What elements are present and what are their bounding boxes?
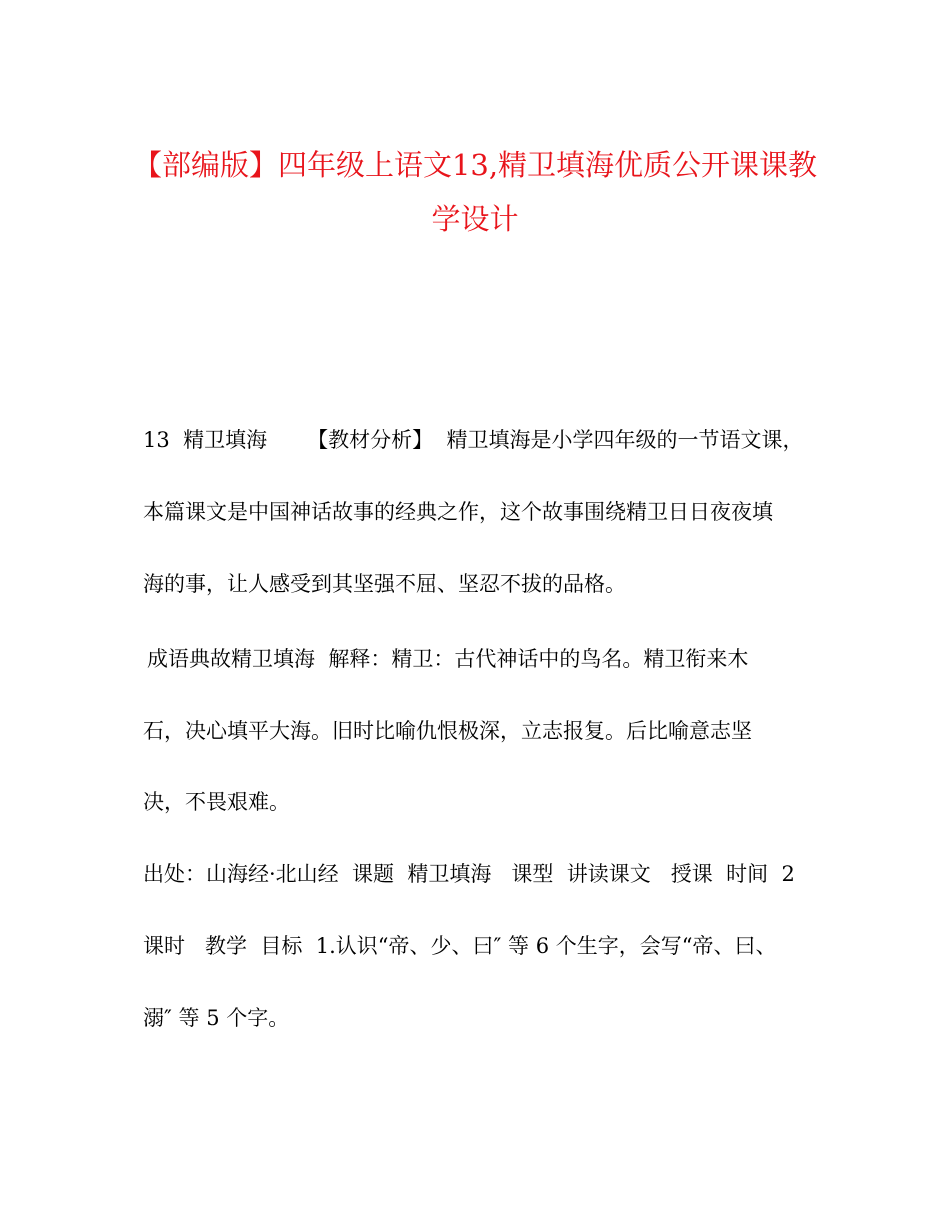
body-line-3: 海的事，让人感受到其坚强不屈、坚忍不拔的品格。 [143, 572, 626, 596]
body-line-9: 溺″ 等 5 个字。 [143, 1006, 290, 1030]
body-line-6: 决，不畏艰难。 [143, 790, 290, 814]
title-line-1: 【部编版】四年级上语文13,精卫填海优质公开课课教 [132, 148, 818, 182]
body-line-7: 出处：山海经·北山经 课题 精卫填海 课型 讲读课文 授课 时间 2 [143, 862, 795, 886]
body-line-2: 本篇课文是中国神话故事的经典之作，这个故事围绕精卫日日夜夜填 [143, 500, 773, 524]
body-line-1: 13 精卫填海 【教材分析】 精卫填海是小学四年级的一节语文课， [143, 428, 804, 452]
body-line-8: 课时 教学 目标 1.认识“帝、少、曰″ 等 6 个生字，会写“帝、曰、 [143, 934, 777, 958]
body-line-4: 成语典故精卫填海 解释：精卫：古代神话中的鸟名。精卫衔来木 [147, 647, 749, 671]
document-title [120, 138, 830, 246]
body-line-5: 石，决心填平大海。旧时比喻仇恨极深，立志报复。后比喻意志坚 [143, 719, 752, 743]
title-line-2: 学设计 [431, 202, 519, 236]
